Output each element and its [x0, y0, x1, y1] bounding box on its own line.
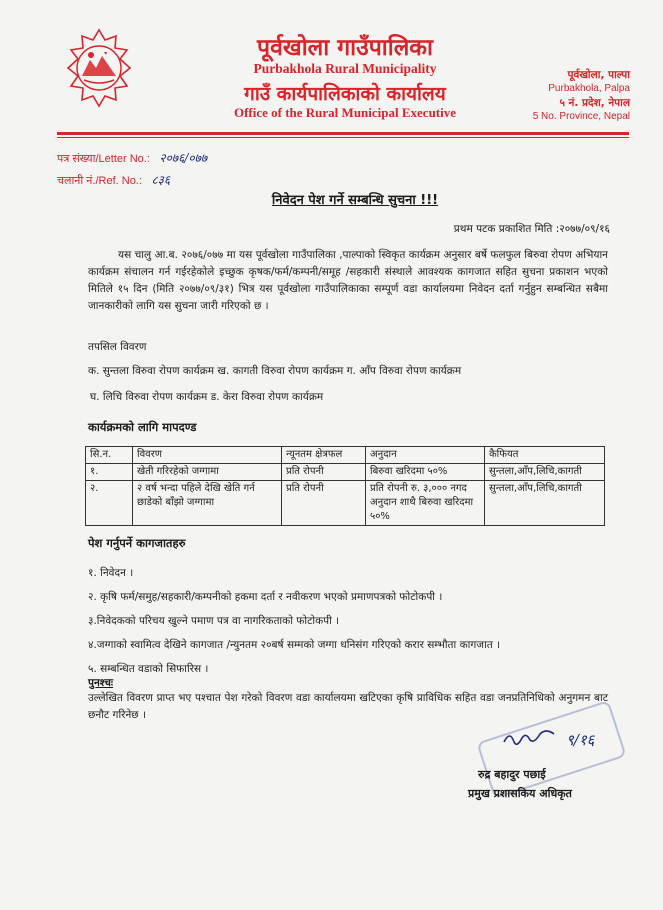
details-line-1: क. सुन्तला विरुवा रोपण कार्यक्रम ख. कागती विरुवा रोपण कार्यक्रम ग. आँप विरुवा रोपण कार्यक्रम	[88, 365, 462, 377]
list-item: ५. सम्बन्धित वडाको सिफारिस ।	[88, 663, 209, 675]
criteria-heading: कार्यक्रमको लागि मापदण्ड	[88, 420, 197, 434]
details-heading: तपसिल विवरण	[88, 341, 147, 353]
municipality-emblem	[60, 28, 138, 108]
office-title-en: Office of the Rural Municipal Executive	[233, 105, 457, 120]
table-cell: २.	[86, 481, 133, 526]
address-np: पूर्वखोला, पाल्पा	[567, 69, 630, 81]
table-cell: २ वर्ष भन्दा पहिले देखि खेति गर्न छाडेको बाँझो जग्गामा	[133, 481, 282, 526]
table-header-cell: अनुदान	[366, 447, 485, 464]
table-cell: सुन्तला,आँप,लिचि,कागती	[485, 464, 605, 481]
letterhead-divider	[57, 132, 629, 135]
criteria-table	[85, 446, 605, 526]
address-block	[520, 68, 630, 124]
table-cell: बिरुवा खरिदमा ५०%	[366, 464, 485, 481]
list-item: १. निवेदन ।	[88, 567, 134, 579]
province-en: 5 No. Province, Nepal	[532, 111, 630, 122]
letter-number	[57, 149, 207, 166]
table-header-cell: सि.न.	[86, 447, 133, 464]
documents-heading: पेश गर्नुपर्ने कागजातहरु	[88, 536, 186, 550]
table-cell: खेती गरिरहेको जग्गामा	[133, 464, 282, 481]
list-item: २. कृषि फर्म/समुह/सहकारी/कम्पनीको हकमा दर्ता र नवीकरण भएको प्रमाणपत्रको फोटोकपी ।	[88, 591, 443, 603]
signature-scribble	[502, 724, 562, 754]
address-en: Purbakhola, Palpa	[548, 83, 630, 94]
table-header-cell: न्यूनतम क्षेत्रफल	[282, 447, 366, 464]
signatory-name: रुद्र बहादुर पछाई	[478, 768, 546, 781]
table-cell: सुन्तला,आँप,लिचि,कागती	[485, 481, 605, 526]
municipality-title-np: पूर्वखोला गाउँपालिका	[257, 35, 433, 61]
letterhead-divider-thin	[57, 137, 629, 138]
table-header-cell: कैफियत	[485, 447, 605, 464]
ref-number-value: ८३६	[151, 173, 171, 187]
signatory-designation: प्रमुख प्रशासकिय अधिकृत	[468, 787, 572, 800]
table-cell: १.	[86, 464, 133, 481]
table-row	[86, 481, 605, 526]
office-title-np: गाउँ कार्यपालिकाको कार्यालय	[244, 83, 446, 105]
municipality-title-en: Purbakhola Rural Municipality	[253, 61, 437, 76]
table-row	[86, 464, 605, 481]
documents-list	[88, 565, 608, 678]
ref-number	[57, 171, 170, 188]
letter-number-value: २०७६/०७७	[159, 151, 208, 165]
table-cell: प्रति रोपनी	[282, 464, 366, 481]
ps-text: उल्लेखित विवरण प्राप्त भए पश्चात पेश गरेको विवरण वडा कार्यालयमा खटिएका कृषि प्राविधिक सहित वडा जनप्रतिनिधिको अनुगमन बाट छनौट गरिनेछ ।	[88, 692, 608, 721]
table-header-row	[86, 447, 605, 464]
details-line-2: घ. लिचि विरुवा रोपण कार्यक्रम ड. केरा विरुवा रोपण कार्यक्रम	[90, 391, 324, 403]
signature-date: ९/१६	[566, 731, 595, 749]
intro-paragraph: यस चालु आ.ब. २०७६/०७७ मा यस पूर्वखोला गाउँपालिका ,पाल्पाको स्विकृत कार्यक्रम अनुसार बर्षे फलफुल बिरुवा रोपण अभियान कार्यक्रम संचालन गर्न गईरहेकोले इच्छुक कृषक/फर्म/कम्पनी/समूह /सहकारी संस्थाले आवश्यक कागजात सहित सुचना प्रकाशन भएको मितिले १५ दिन (मिति २०७७/०९/३१) भित्र यस पूर्वखोला गाउँपालिकाका सम्पूर्ण वडा कार्यालयमा निवेदन दर्ता गर्नुहुन सम्बन्धित सबैमा जानकारीको लागि यस सुचना जारी गरिएको छ ।	[88, 249, 608, 312]
table-cell: प्रति रोपनी रु. ३,००० नगद अनुदान शाथै बिरुवा खरिदमा ५०%	[366, 481, 485, 526]
province-np: ५ नं. प्रदेश, नेपाल	[559, 97, 630, 109]
table-header-cell: विवरण	[133, 447, 282, 464]
notice-title: निवेदन पेश गर्ने सम्बन्धि सुचना !!!	[271, 193, 439, 208]
list-item: ३.निवेदकको परिचय खुल्ने पमाण पत्र वा नागरिकताको फोटोकपी ।	[88, 615, 340, 627]
ref-number-label: चलानी नं./Ref. No.:	[57, 175, 142, 187]
list-item: ४.जग्गाको स्वामित्व देखिने कागजात /न्युनतम २०बर्ष सम्मको जग्गा धनिसंग गरिएको करार सम्भौता कागजात ।	[88, 639, 501, 651]
letter-number-label: पत्र संख्या/Letter No.:	[57, 153, 150, 165]
table-cell: प्रति रोपनी	[282, 481, 366, 526]
ps-label: पुनश्चः	[88, 677, 114, 689]
publish-date: प्रथम पटक प्रकाशित मिति :२०७७/०९/१६	[453, 223, 610, 235]
